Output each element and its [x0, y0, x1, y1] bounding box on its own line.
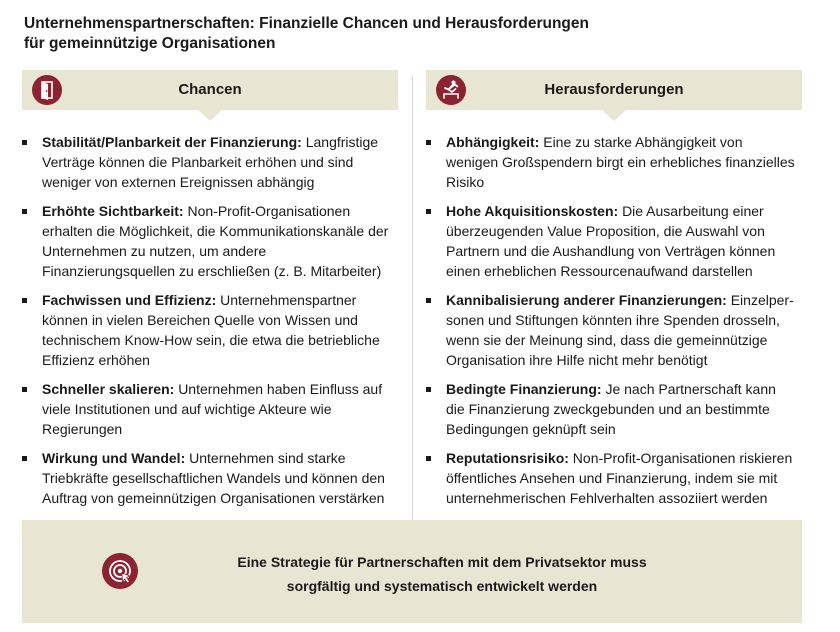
item-term: Erhöhte Sichtbarkeit: [42, 203, 184, 219]
list-item [22, 290, 392, 370]
list-item [426, 448, 796, 508]
item-text: Non-Profit-Organisationen erhalten die Möglichkeit, die Kommunikationskanäle der Unternehmen zu nutzen, um andere Finanzierungsquellen zu erschließen (z. B. Mitarbeiter) [42, 203, 389, 279]
list-item [426, 201, 796, 281]
item-term: Schneller skalieren: [42, 381, 175, 397]
herausforderungen-header-label: Herausforderungen [544, 81, 684, 98]
herausforderungen-list [426, 132, 796, 517]
item-term: Fachwissen und Effizienz: [42, 292, 217, 308]
conclusion-box [22, 520, 802, 623]
item-term: Stabilität/Planbarkeit der Finanzierung: [42, 134, 302, 150]
conclusion-line-1: Eine Strategie für Partnerschaften mit dem Privatsektor muss [237, 554, 647, 570]
chancen-header-label: Chancen [178, 81, 242, 98]
item-term: Kannibalisierung anderer Finanzierungen: [446, 292, 727, 308]
conclusion-line-2: sorgfältig und systematisch entwickelt werden [286, 578, 598, 594]
list-item [22, 201, 392, 281]
chancen-header [22, 70, 398, 110]
target-cursor-icon [102, 553, 138, 589]
item-term: Hohe Akquisitionskosten: [446, 203, 619, 219]
item-text: Je nach Partnerschaft kann die Finanzierung zweckgebunden und an bestimmte Bedingungen geknüpft sein [446, 381, 776, 437]
page-title-line-2: für gemeinnützige Organisationen [24, 35, 276, 52]
item-term: Wirkung und Wandel: [42, 450, 186, 466]
list-item [426, 290, 796, 370]
item-text: Unternehmen sind starke Triebkräfte gesellschaftlichen Wandels und können den Auftrag von gemeinnützigen Organisationen verstärken [42, 450, 385, 506]
list-item [22, 379, 392, 439]
item-term: Abhängigkeit: [446, 134, 540, 150]
list-item [22, 448, 392, 508]
item-text: Unternehmen haben Einfluss auf viele Institutionen und auf wichtige Akteure wie Regierungen [42, 381, 383, 437]
list-item [426, 379, 796, 439]
item-text: Unternehmenspartner können in vielen Bereichen Quelle von Wissen und technischem Know-How sein, die etwa die betriebliche Effizienz erhöhen [42, 292, 380, 368]
column-divider [412, 76, 413, 522]
item-text: Eine zu starke Abhängigkeit von wenigen Großspendern birgt ein erhebliches finanzielles Risiko [446, 134, 795, 190]
list-item [22, 132, 392, 192]
item-text: Non-Profit-Organisationen riskieren öffentliches Ansehen und Finanzierung, indem sie mit unternehmerischen Fehlverhalten assoziiert werden [446, 450, 793, 506]
conclusion-text [172, 550, 712, 598]
page-title [24, 14, 814, 54]
page-title-line-1: Unternehmenspartnerschaften: Finanzielle Chancen und Herausforderungen [24, 15, 589, 32]
item-text: Langfristige Verträge können die Planbarkeit erhöhen und sind weniger von externen Ereignissen abhängig [42, 134, 379, 190]
item-term: Bedingte Finanzierung: [446, 381, 602, 397]
item-term: Reputationsrisiko: [446, 450, 569, 466]
herausforderungen-header [426, 70, 802, 110]
list-item [426, 132, 796, 192]
item-text: Die Ausarbeitung einer überzeugenden Value Proposition, die Auswahl von Partnern und die Aushandlung von Verträgen können einen erheblichen Ressourcenaufwand darstellen [446, 203, 776, 279]
item-text: Einzelper-sonen und Stiftungen könnten ihre Spenden drosseln, wenn sie der Meinung sind, dass die gemeinnützige Organisation ihre Hilfe nicht mehr benötigt [446, 292, 794, 368]
chancen-list [22, 132, 392, 517]
